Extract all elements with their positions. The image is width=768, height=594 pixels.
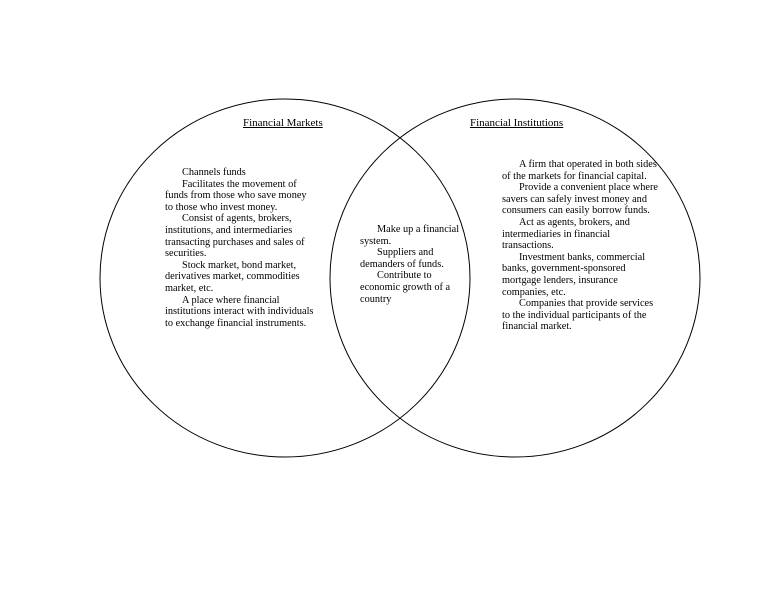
list-item: Suppliers and demanders of funds.: [360, 247, 444, 270]
financial-institutions-text: [502, 159, 662, 333]
financial-institutions-title: Financial Institutions: [470, 117, 564, 129]
list-item: Provide a convenient place where savers can safely invest money and consumers can easily borrow funds.: [502, 182, 658, 217]
list-item: A firm that operated in both sides of the markets for financial capital.: [502, 159, 657, 182]
list-item: Consist of agents, brokers, institutions, and intermediaries transacting purchases and sales of securities.: [165, 213, 305, 260]
overlap-text: [360, 224, 474, 305]
financial-markets-title: Financial Markets: [243, 117, 323, 129]
list-item: Contribute to economic growth of a country: [360, 270, 451, 305]
list-item: Channels funds: [182, 167, 246, 178]
list-item: A place where financial institutions interact with individuals to exchange financial instruments.: [165, 294, 314, 329]
list-item: Companies that provide services to the individual participants of the financial market.: [502, 298, 654, 333]
list-item: Facilitates the movement of funds from those who save money to those who invest money.: [165, 178, 307, 213]
list-item: Make up a financial system.: [360, 224, 460, 247]
list-item: Investment banks, commercial banks, government-sponsored mortgage lenders, insurance companies, etc.: [502, 251, 646, 298]
financial-markets-text: [165, 167, 315, 329]
list-item: Act as agents, brokers, and intermediaries in financial transactions.: [502, 216, 630, 252]
list-item: Stock market, bond market, derivatives market, commodities market, etc.: [165, 259, 300, 294]
